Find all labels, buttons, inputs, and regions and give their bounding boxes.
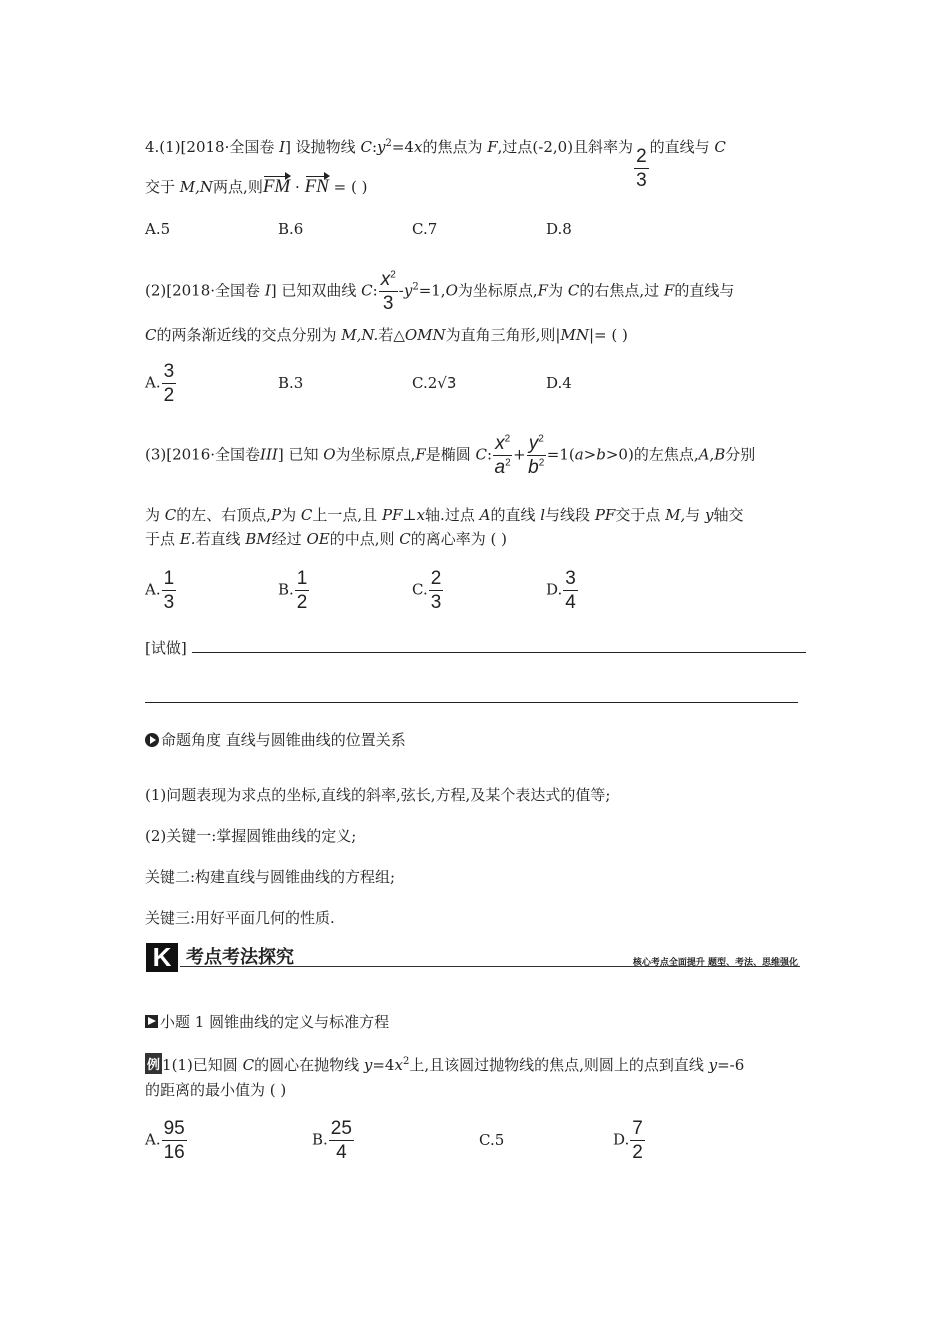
text: A	[479, 506, 491, 524]
text: E.	[179, 530, 196, 548]
text: 2	[632, 1142, 643, 1163]
text: 的直线	[490, 506, 541, 524]
text: 3	[163, 592, 175, 613]
q4-2-option-c	[412, 374, 456, 392]
text: ] 已知双曲线	[270, 281, 362, 300]
text: F	[415, 445, 426, 464]
text: 的左、右顶点,	[176, 506, 272, 524]
example-tag: 例	[145, 1053, 162, 1074]
text: :	[372, 281, 378, 300]
text: 的圆心在抛物线	[254, 1056, 364, 1074]
option-fraction	[295, 569, 310, 612]
text: OMN	[404, 326, 446, 344]
text: B.	[278, 580, 294, 599]
text: = ( )	[328, 178, 368, 196]
k-logo-icon: K	[146, 943, 178, 972]
text: F	[663, 281, 675, 300]
text: C	[164, 506, 177, 524]
play-circle-icon	[145, 733, 159, 747]
text: A.	[145, 1130, 161, 1149]
section-banner-subtitle: 核心考点全面提升 题型、考法、思维强化	[632, 958, 798, 968]
text: (1)已知圆	[171, 1056, 243, 1074]
text: I	[279, 138, 286, 156]
text: M,	[665, 506, 686, 524]
text: (2)[2018·全国卷	[145, 281, 265, 300]
text: C	[360, 138, 372, 156]
text: :	[371, 138, 377, 156]
text: 1	[296, 568, 308, 589]
text: y	[708, 1056, 718, 1074]
text: 2	[296, 592, 308, 613]
vector-fm: FM	[262, 176, 291, 197]
text: 为	[145, 506, 165, 524]
option-fraction	[162, 569, 177, 612]
text: 是椭圆	[425, 445, 476, 464]
ellipse-fraction-y	[527, 434, 546, 477]
text: F	[487, 138, 498, 156]
text: 3	[163, 361, 175, 382]
text: 的右焦点,过	[579, 281, 664, 300]
text: 轴.过点	[425, 506, 480, 524]
text: 3	[636, 170, 647, 191]
q4-3-line1	[145, 434, 755, 477]
text: D.	[613, 1130, 630, 1149]
text: y	[377, 138, 386, 156]
text: 95	[163, 1118, 185, 1139]
text: 2	[636, 146, 647, 167]
text: 上,且该圆过抛物线的焦点,则圆上的点到直线	[409, 1056, 709, 1074]
text: BM	[245, 530, 272, 548]
banner-divider	[180, 966, 800, 967]
text: :	[487, 445, 493, 464]
text: F	[537, 281, 549, 300]
text: ] 已知	[277, 445, 324, 464]
angle-point-3: 关键二:构建直线与圆锥曲线的方程组;	[145, 868, 396, 886]
q4-2-option-b: B.3	[278, 374, 304, 392]
example-1-line1	[145, 1053, 744, 1075]
text: 4	[336, 1142, 347, 1163]
angle-point-1: (1)问题表现为求点的坐标,直线的斜率,弦长,方程,及某个表达式的值等;	[145, 786, 611, 804]
text: 2	[163, 385, 175, 406]
text: 于点	[145, 530, 180, 548]
text: 的两条渐近线的交点分别为	[156, 326, 342, 344]
q4-3-line3	[145, 528, 507, 549]
ellipse-fraction-x	[493, 434, 512, 477]
text: 小题 1 圆锥曲线的定义与标准方程	[160, 1013, 390, 1031]
example-1-line2: 的距离的最小值为 ( )	[145, 1081, 287, 1099]
text: 为坐标原点,	[335, 445, 416, 464]
q4-1-option-a: A.5	[145, 220, 171, 238]
text: 2	[402, 1056, 410, 1067]
text: y	[363, 1056, 373, 1074]
angle-point-4: 关键三:用好平面几何的性质.	[145, 909, 335, 927]
text: A,B	[698, 445, 726, 464]
text: C	[475, 445, 487, 464]
text: 为坐标原点,	[457, 281, 538, 300]
option-fraction	[162, 362, 177, 405]
text: x	[413, 138, 423, 156]
text: √3	[437, 374, 457, 392]
text: 上一点,且	[312, 506, 382, 524]
option-fraction	[429, 569, 444, 612]
text: ⊥	[402, 506, 417, 524]
text: 与线段	[545, 506, 595, 524]
text: a>b>	[574, 445, 619, 464]
text: 的中点,则	[329, 530, 400, 548]
text: PF	[381, 506, 403, 524]
angle-title	[145, 729, 406, 750]
text: O	[323, 445, 336, 464]
text: 4	[565, 592, 576, 613]
text: PF	[594, 506, 616, 524]
text: 2	[538, 457, 545, 469]
text: x	[380, 269, 391, 290]
text: y	[403, 281, 413, 300]
example-1-option-c: C.5	[479, 1131, 505, 1149]
text: 3	[430, 592, 442, 613]
option-fraction	[329, 1119, 354, 1162]
text: 3	[382, 293, 394, 314]
text: C	[300, 506, 313, 524]
option-fraction	[630, 1119, 645, 1162]
text: y	[528, 433, 539, 454]
q4-3-option-b	[278, 569, 310, 612]
q4-1-option-b: B.6	[278, 220, 304, 238]
text: M,N.	[341, 326, 379, 344]
text: C.2	[412, 374, 438, 392]
text: =1,	[418, 281, 446, 300]
answer-line-2[interactable]	[145, 702, 798, 703]
example-1-option-a	[145, 1119, 188, 1162]
text: 的直线与	[649, 138, 715, 156]
text: 2	[385, 138, 392, 149]
q4-3-option-a	[145, 569, 177, 612]
answer-line-1[interactable]	[192, 652, 806, 653]
q4-2-option-d: D.4	[546, 374, 572, 392]
text: 1	[163, 568, 175, 589]
option-fraction	[563, 569, 578, 612]
angle-point-2: (2)关键一:掌握圆锥曲线的定义;	[145, 827, 357, 845]
text: 与	[685, 506, 706, 524]
text: 的离心率为 ( )	[410, 530, 507, 548]
vector-fn: FN	[304, 176, 329, 197]
text: 交于	[145, 178, 180, 196]
slope-fraction	[634, 147, 649, 190]
text: 经过	[271, 530, 307, 548]
text: C	[714, 138, 726, 156]
text: I	[264, 281, 271, 300]
text: b	[528, 457, 539, 478]
text: ·	[290, 178, 305, 196]
text: 16	[163, 1142, 185, 1163]
text: 轴交	[713, 506, 744, 524]
example-1-option-b	[312, 1119, 355, 1162]
text: D.	[546, 580, 563, 599]
text: +	[513, 445, 526, 464]
text: C.	[412, 580, 428, 599]
text: ,过点(-2,0)且斜率为	[497, 138, 634, 156]
text: B.	[312, 1130, 328, 1149]
text: l	[540, 506, 546, 524]
q4-1-option-d: D.8	[546, 220, 572, 238]
text: -	[398, 281, 404, 300]
text: A.	[145, 373, 161, 392]
text: 为直角三角形,则|	[445, 326, 561, 344]
q4-3-line2	[145, 504, 744, 525]
hyperbola-fraction	[379, 270, 398, 313]
text: 若直线	[195, 530, 246, 548]
text: 3	[565, 568, 576, 589]
text: =4	[372, 1056, 395, 1074]
text: x	[495, 433, 505, 454]
text: 25	[330, 1118, 352, 1139]
text: =-6	[717, 1056, 745, 1074]
text: 0)的左焦点,	[618, 445, 699, 464]
text: O	[445, 281, 458, 300]
text: x	[394, 1056, 403, 1074]
text: 2	[390, 269, 396, 281]
text: ] 设抛物线	[285, 138, 361, 156]
q4-2-line1	[145, 270, 734, 313]
topic-1-heading	[145, 1011, 389, 1032]
text: 交于点	[615, 506, 666, 524]
q4-2-line2	[145, 324, 628, 345]
section-banner-title: 考点考法探究	[186, 947, 294, 968]
text: x	[416, 506, 426, 524]
text: 分别	[725, 445, 756, 464]
text: 若△	[378, 326, 405, 344]
text: C	[567, 281, 580, 300]
text: III	[260, 445, 278, 464]
text: 的直线与	[674, 281, 735, 300]
text: C	[361, 281, 373, 300]
text: 2	[505, 457, 511, 469]
text: |= ( )	[588, 326, 628, 344]
text: 2	[504, 433, 511, 445]
text: C	[145, 326, 157, 344]
text: 4.(1)[2018·全国卷	[145, 138, 280, 156]
option-fraction	[162, 1119, 187, 1162]
try-label: [试做]	[145, 639, 187, 657]
text: 1	[162, 1056, 172, 1074]
text: A.	[145, 580, 161, 599]
q4-2-option-a	[145, 362, 177, 405]
text: MN	[560, 326, 589, 344]
q4-3-option-d	[546, 569, 579, 612]
text: a	[494, 457, 506, 478]
text: 两点,则	[213, 178, 263, 196]
q4-3-option-c	[412, 569, 444, 612]
text: OE	[306, 530, 330, 548]
text: C	[399, 530, 411, 548]
text: 2	[430, 568, 442, 589]
text: y	[705, 506, 714, 524]
text: 2	[412, 281, 419, 293]
text: P	[271, 506, 282, 524]
text: 为	[548, 281, 568, 300]
text: 为	[281, 506, 301, 524]
text: =4	[391, 138, 414, 156]
text: M,N	[179, 178, 214, 196]
arrow-marker-icon	[145, 1015, 158, 1028]
text: 命题角度 直线与圆锥曲线的位置关系	[161, 731, 406, 749]
text: (3)[2016·全国卷	[145, 445, 261, 464]
text: 7	[632, 1118, 643, 1139]
text: C	[242, 1056, 255, 1074]
q4-1-line2	[145, 176, 367, 198]
text: 2	[538, 433, 544, 445]
q4-1-option-c: C.7	[412, 220, 438, 238]
example-1-option-d	[613, 1119, 646, 1162]
text: 的焦点为	[422, 138, 488, 156]
text: =1(	[546, 445, 575, 464]
